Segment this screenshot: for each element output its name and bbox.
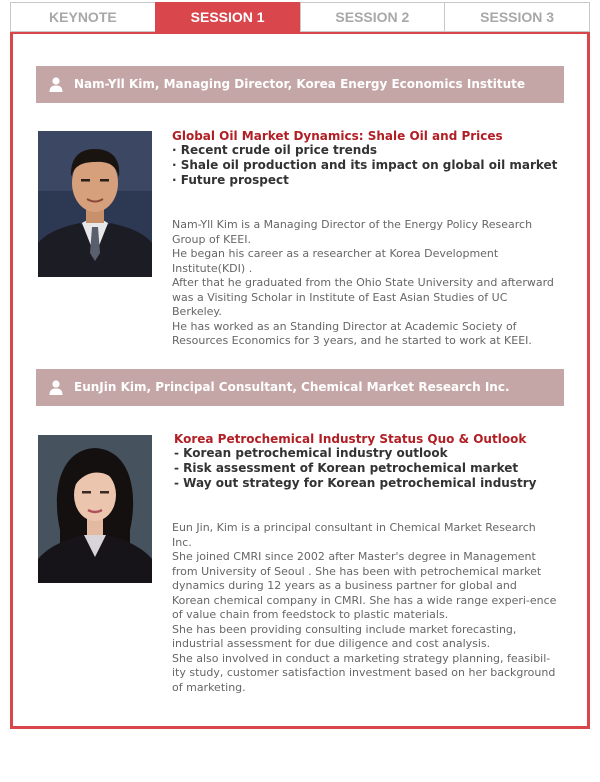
speaker-photo [38,435,152,583]
tab-keynote[interactable]: KEYNOTE [10,2,155,32]
bio-paragraph: He began his career as a researcher at Korea Development Institute(KDI) . [172,247,499,275]
tab-session-1[interactable]: SESSION 1 [155,2,300,32]
bio-paragraph: After that he graduated from the Ohio State University and afterward was a Visiting Scholar in Institute of East Asian Studies of UC Berkeley. [172,276,554,318]
talk-topics [172,143,557,188]
bio-paragraph: She has been providing consulting include market forecasting, industrial assessment for due diligence and cost analysis. [172,622,517,650]
topic-item: · Future prospect [172,173,289,187]
talk-topics [174,446,536,491]
speaker-header-text: Nam-Yll Kim, Managing Director, Korea Energy Economics Institute [74,77,526,91]
speaker-photo [38,131,152,277]
user-icon [48,76,64,92]
topic-item: - Risk assessment of Korean petrochemical market [174,461,519,475]
bio-paragraph: She joined CMRI since 2002 after Master's degree in Management from University of Seoul . She has been with petrochemical market dynamics during 12 years as a business partner for global and Korean chemical company in CMRI. She has a wide range experi-ence of value chain from feedstock to plastic materials. [172,550,557,621]
topic-item: · Shale oil production and its impact on global oil market [172,158,558,172]
speaker-bio [172,521,557,695]
tab-session-3[interactable]: SESSION 3 [444,2,590,32]
bio-paragraph: He has worked as an Standing Director at Academic Society of Resources Economics for 3 years, and he started to work at KEEI. [172,319,532,347]
user-icon [48,379,64,395]
speaker-header-bar [36,369,564,406]
talk-title: Global Oil Market Dynamics: Shale Oil and Prices [172,129,503,143]
session-tabs [10,2,590,32]
bio-paragraph: She also involved in conduct a marketing strategy planning, feasibil-ity study, customer satisfaction investment based on her background of marketing. [172,651,556,694]
tab-session-2[interactable]: SESSION 2 [300,2,445,32]
bio-paragraph: Eun Jin, Kim is a principal consultant in Chemical Market Research Inc. [172,521,536,549]
speaker-bio [172,218,557,349]
speaker-header-bar [36,66,564,103]
topic-item: - Korean petrochemical industry outlook [174,446,448,460]
talk-title: Korea Petrochemical Industry Status Quo & Outlook [174,432,527,446]
topic-item: - Way out strategy for Korean petrochemical industry [174,476,537,490]
bio-paragraph: Nam-Yll Kim is a Managing Director of the Energy Policy Research Group of KEEI. [172,218,533,246]
topic-item: · Recent crude oil price trends [172,143,378,157]
speaker-header-text: EunJin Kim, Principal Consultant, Chemical Market Research Inc. [74,380,510,394]
